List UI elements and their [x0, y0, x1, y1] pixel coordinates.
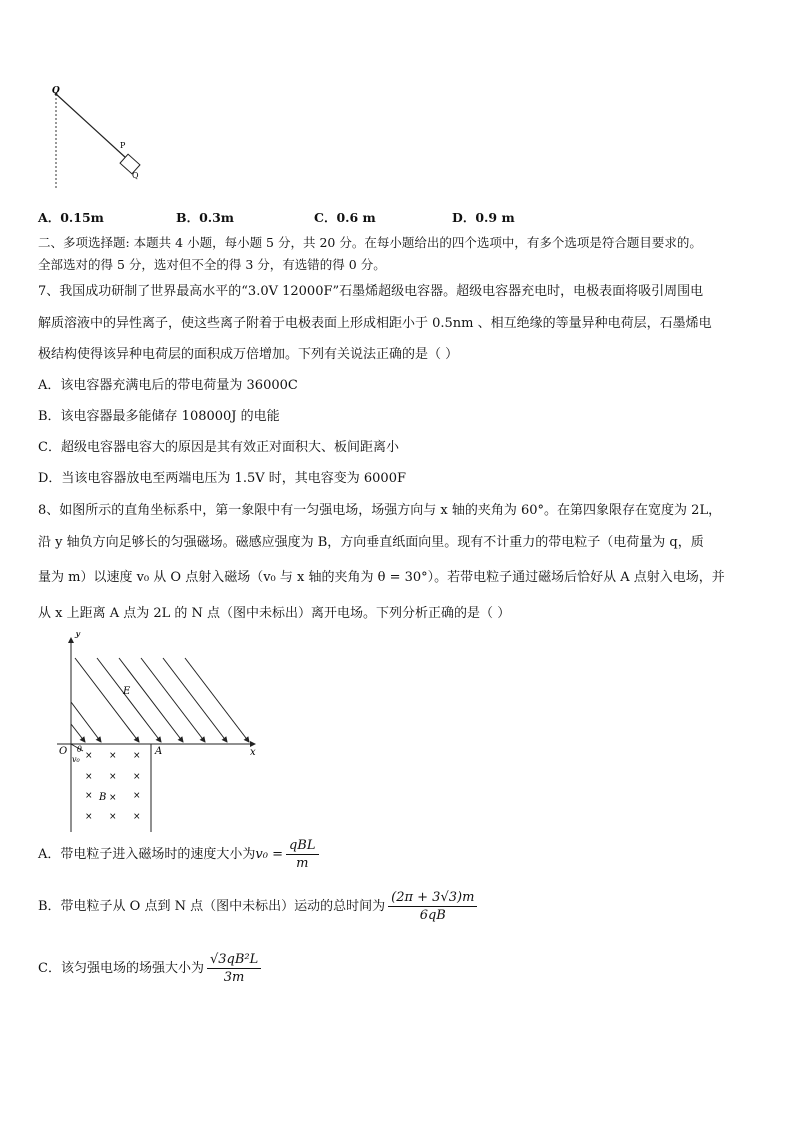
label-p: P [120, 141, 126, 150]
field-figure [55, 632, 265, 837]
fraction-denominator: 6qB [419, 908, 446, 923]
magnetic-field-cross: × [133, 751, 141, 761]
prev-option-b: B．0.3m [176, 210, 235, 225]
magnetic-field-cross: × [109, 772, 117, 782]
q8-option-a [38, 838, 319, 871]
magnetic-field-cross: × [133, 772, 141, 782]
q7-option-d: D．当该电容器放电至两端电压为 1.5V 时，其电容变为 6000F [38, 471, 406, 486]
q8-option-b-fraction [388, 890, 477, 923]
q8-option-c-text: C．该匀强电场的场强大小为 [38, 961, 204, 976]
magnetic-field-cross: × [85, 772, 93, 782]
origin-label: O [59, 746, 68, 757]
q8-option-b-text: B．带电粒子从 O 点到 N 点（图中未标出）运动的总时间为 [38, 899, 386, 914]
fraction-denominator: 3m [223, 970, 245, 985]
q7-option-b: B．该电容器最多能储存 108000J 的电能 [38, 409, 280, 424]
q8-line2: 沿 y 轴负方向足够长的匀强磁场。磁感应强度为 B，方向垂直纸面向里。现有不计重力的带电粒子（电荷量为 q，质 [38, 535, 704, 550]
q7-line2: 解质溶液中的异性离子，使这些离子附着于电极表面上形成相距小于 0.5nm 、相互绝缘的等量异种电荷层，石墨烯电 [38, 316, 712, 331]
x-axis-label: x [250, 747, 256, 758]
section2-heading-line2: 全部选对的得 5 分，选对但不全的得 3 分，有选错的得 0 分。 [38, 257, 386, 272]
fraction-numerator: (2π + 3√3)m [388, 890, 477, 907]
q8-option-c-fraction [207, 952, 261, 985]
fraction-denominator: m [296, 856, 309, 871]
theta-label: θ [77, 745, 82, 754]
magnetic-field-cross: × [109, 793, 117, 803]
q7-option-c: C．超级电容器电容大的原因是其有效正对面积大、板间距离小 [38, 440, 399, 455]
field-line [71, 724, 85, 742]
magnetic-field-cross: × [109, 751, 117, 761]
q8-option-a-text: A．带电粒子进入磁场时的速度大小为 [38, 847, 256, 862]
q7-line1: 7、我国成功研制了世界最高水平的“3.0V 12000F”石墨烯超级电容器。超级电容器充电时，电极表面将吸引周围电 [38, 284, 704, 299]
magnetic-field-cross: × [85, 791, 93, 801]
fraction-numerator: qBL [286, 838, 319, 855]
prev-option-c: C．0.6 m [314, 210, 376, 225]
magnetic-field-cross: × [85, 751, 93, 761]
label-q: Q [132, 171, 139, 180]
q8-option-a-fraction [286, 838, 319, 871]
y-axis-label: y [75, 632, 81, 639]
section2-heading-line1: 二、多项选择题: 本题共 4 小题，每小题 5 分，共 20 分。在每小题给出的四个选项中，有多个选项是符合题目要求的。 [38, 235, 702, 250]
label-o: O [52, 86, 60, 96]
q8-option-c [38, 952, 261, 985]
magnetic-field-cross: × [133, 791, 141, 801]
v0-label: v₀ [72, 755, 80, 764]
magnetic-field-cross: × [109, 812, 117, 822]
q8-line3: 量为 m）以速度 v₀ 从 O 点射入磁场（v₀ 与 x 轴的夹角为 θ = 30°）。若带电粒子通过磁场后恰好从 A 点射入电场，并 [38, 570, 725, 585]
q8-line1: 8、如图所示的直角坐标系中，第一象限中有一匀强电场，场强方向与 x 轴的夹角为 60°。在第四象限存在宽度为 2L， [38, 503, 722, 518]
q8-option-b [38, 890, 477, 923]
field-e-label: E [123, 686, 131, 697]
prev-option-a: A．0.15m [38, 210, 104, 225]
field-line [71, 702, 101, 742]
magnetic-field-cross: × [85, 812, 93, 822]
prev-option-d: D．0.9 m [452, 210, 515, 225]
pendulum-figure [40, 84, 150, 192]
point-a-label: A [155, 746, 163, 757]
fraction-numerator: √3qB²L [207, 952, 261, 969]
magnetic-field-cross: × [133, 812, 141, 822]
string-line [56, 94, 126, 158]
q8-line4: 从 x 上距离 A 点为 2L 的 N 点（图中未标出）离开电场。下列分析正确的是（ ） [38, 606, 511, 621]
q7-line3: 极结构使得该异种电荷层的面积成万倍增加。下列有关说法正确的是（ ） [38, 347, 459, 362]
field-b-label: B [99, 792, 107, 803]
q7-option-a: A．该电容器充满电后的带电荷量为 36000C [38, 378, 298, 393]
q8-option-a-lhs: v₀ = [255, 847, 283, 862]
